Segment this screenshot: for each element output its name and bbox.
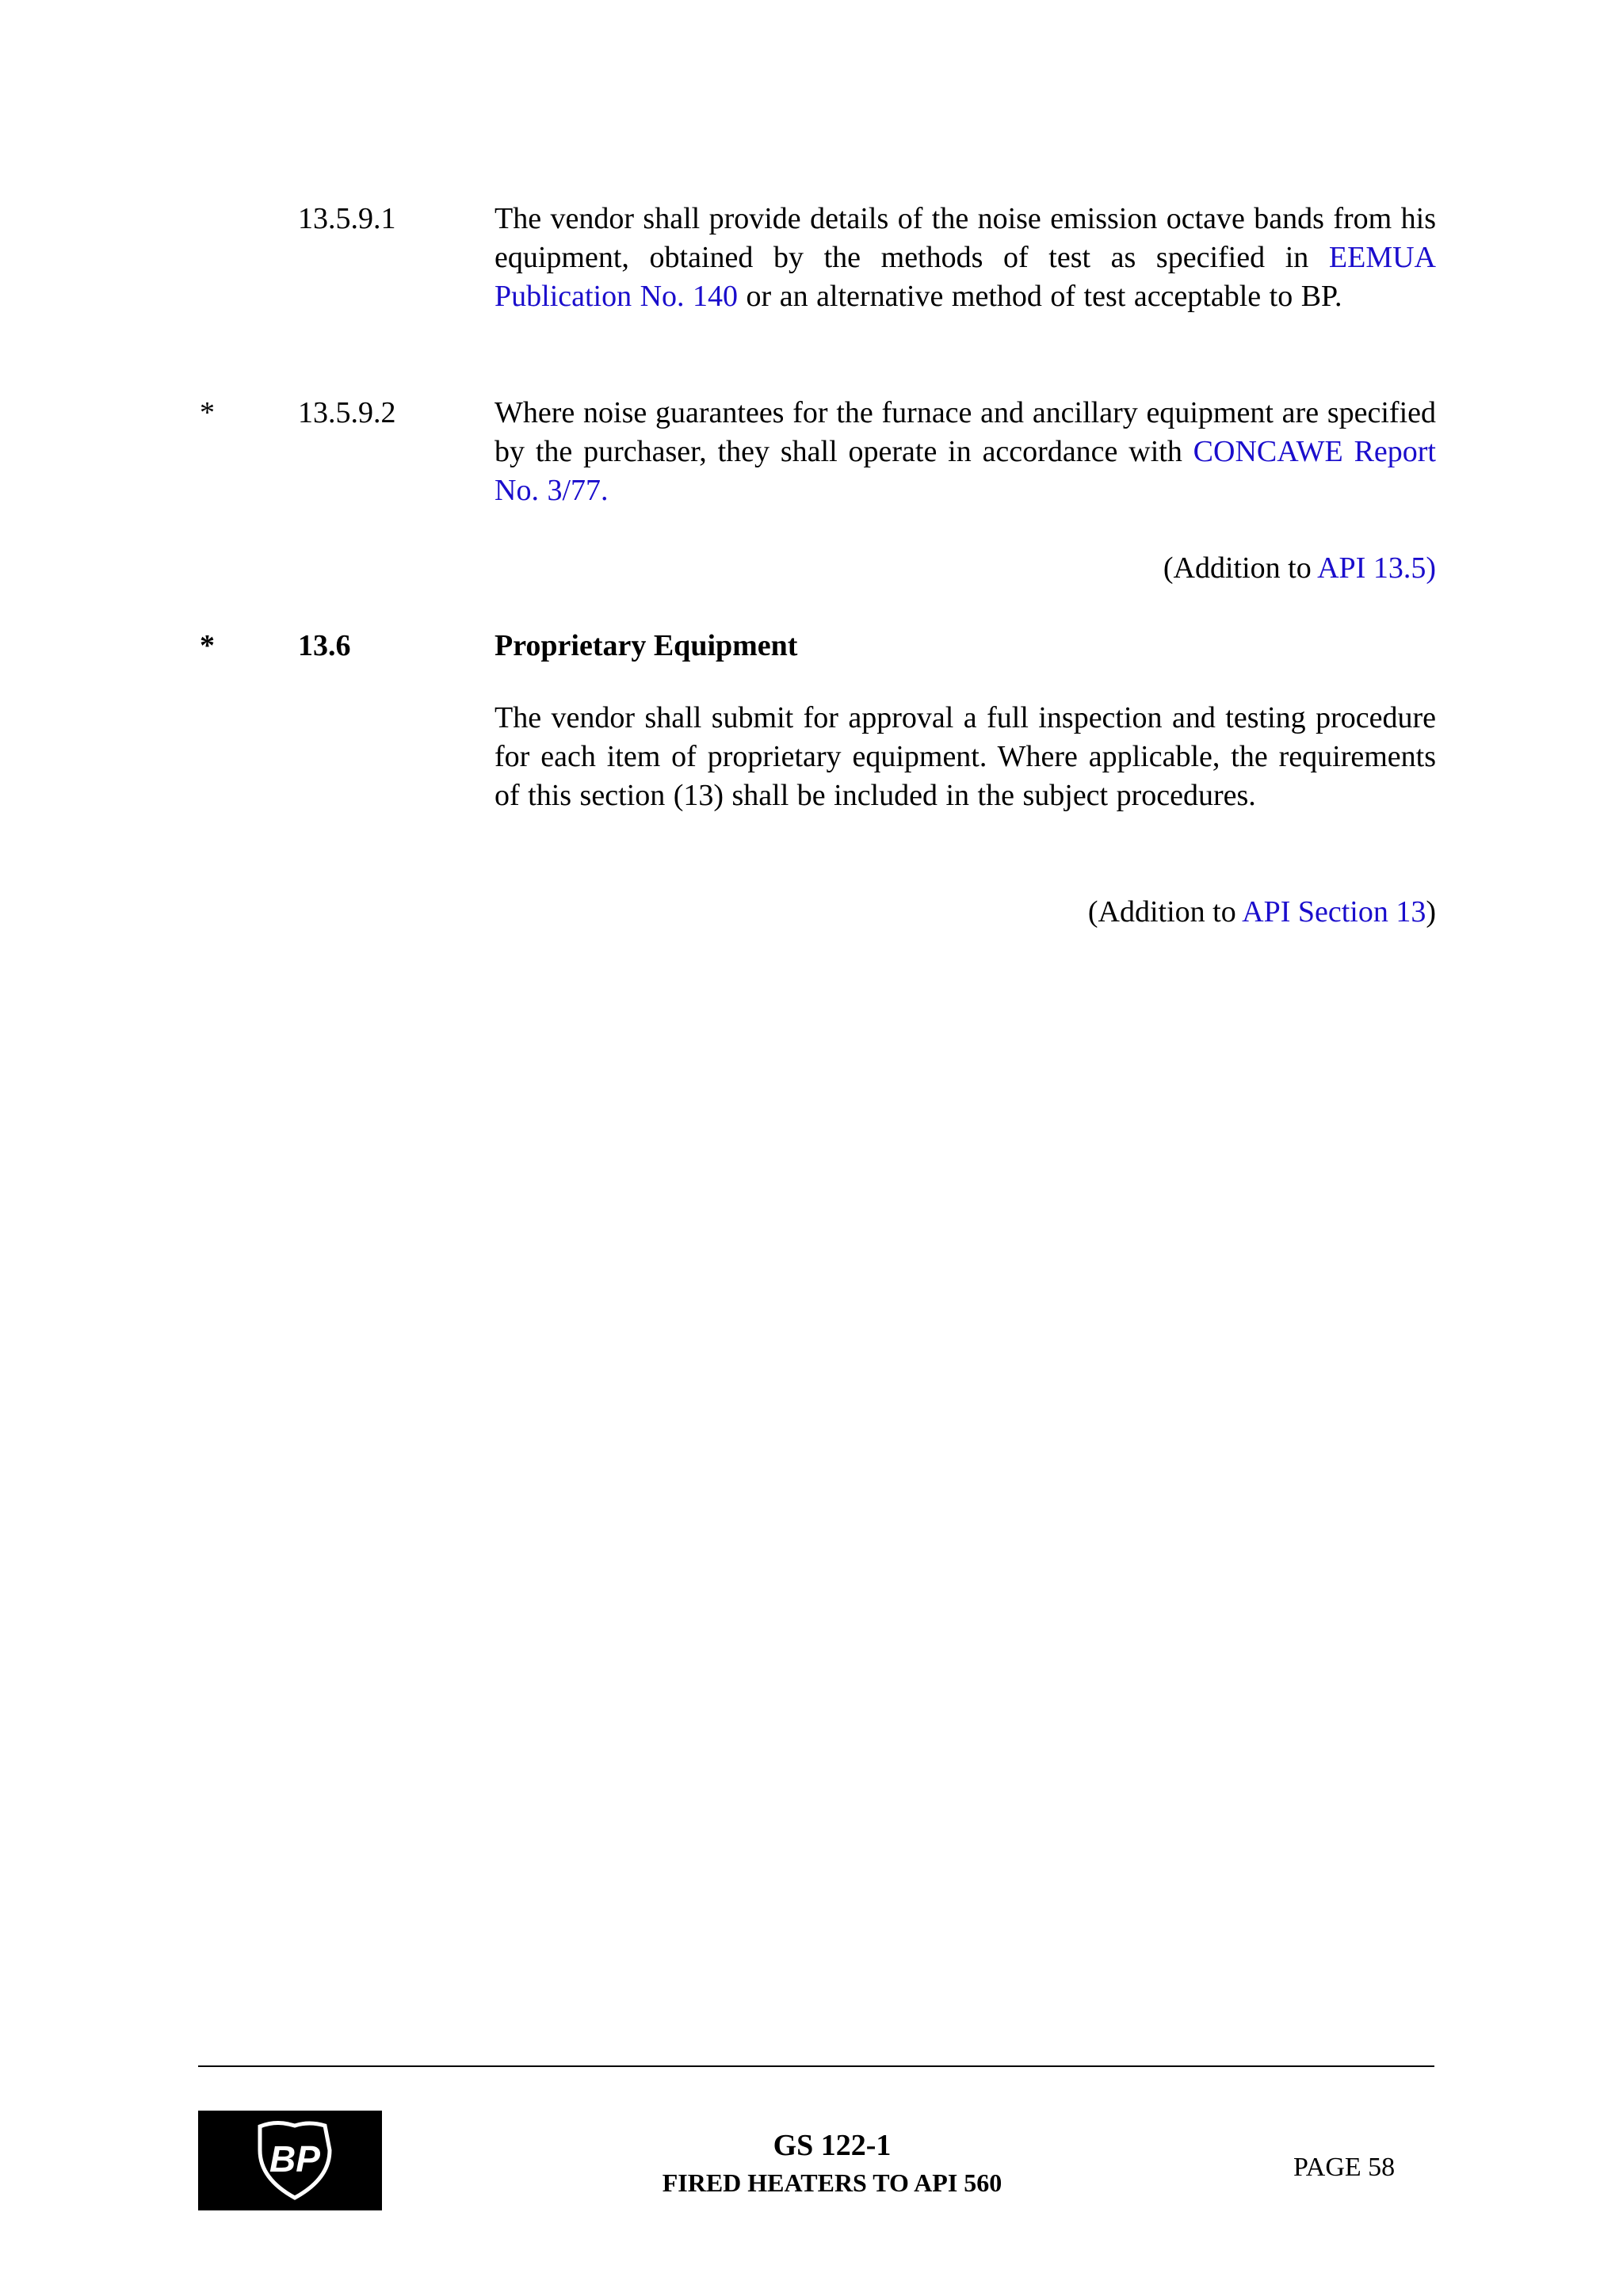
paragraph-text: or an alternative method of test acceptable to BP. [738, 280, 1342, 313]
page-number: PAGE 58 [1293, 2153, 1396, 2182]
document-title: FIRED HEATERS TO API 560 [662, 2168, 1002, 2197]
section-number-13-6: 13.6 [298, 629, 351, 662]
addition-prefix: (Addition to [1163, 551, 1318, 585]
document-number: GS 122-1 [773, 2129, 892, 2162]
section-number-13-5-9-2: 13.5.9.2 [298, 396, 396, 429]
paragraph-text: Where noise guarantees for the furnace and ancillary equipment are specified by the purchaser, they shall operate in accordance with [495, 396, 1436, 468]
api-13-5-link[interactable]: API 13.5) [1317, 551, 1436, 585]
section-13-5-9-1-paragraph [495, 200, 1436, 316]
paragraph-text: The vendor shall provide details of the noise emission octave bands from his equipment, obtained by the methods of test as specified in [495, 202, 1436, 274]
footer-divider [198, 2065, 1434, 2067]
section-title-proprietary-equipment: Proprietary Equipment [495, 629, 798, 662]
section-number-13-5-9-1: 13.5.9.1 [298, 202, 396, 235]
section-13-5-9-2-paragraph [495, 394, 1436, 510]
asterisk-marker: * [200, 396, 215, 429]
bp-logo [198, 2111, 382, 2210]
api-section-13-link[interactable]: API Section 13 [1242, 895, 1426, 929]
addition-note-api-13-5 [1163, 549, 1436, 587]
concawe-report-link[interactable]: CONCAWE Report No. 3/77. [495, 435, 1436, 507]
svg-text:BP: BP [269, 2138, 320, 2180]
addition-suffix: ) [1426, 895, 1436, 929]
addition-note-api-section-13 [1088, 893, 1436, 931]
section-13-6-paragraph: The vendor shall submit for approval a full inspection and testing procedure for each item of proprietary equipment. Where applicable, the requirements of this section (13) shall be included in the subject procedures. [495, 701, 1436, 812]
asterisk-marker: * [200, 629, 215, 662]
addition-prefix: (Addition to [1087, 895, 1243, 929]
bp-shield-icon [198, 2111, 382, 2210]
eemua-publication-link[interactable]: EEMUA Publication No. 140 [495, 241, 1436, 313]
